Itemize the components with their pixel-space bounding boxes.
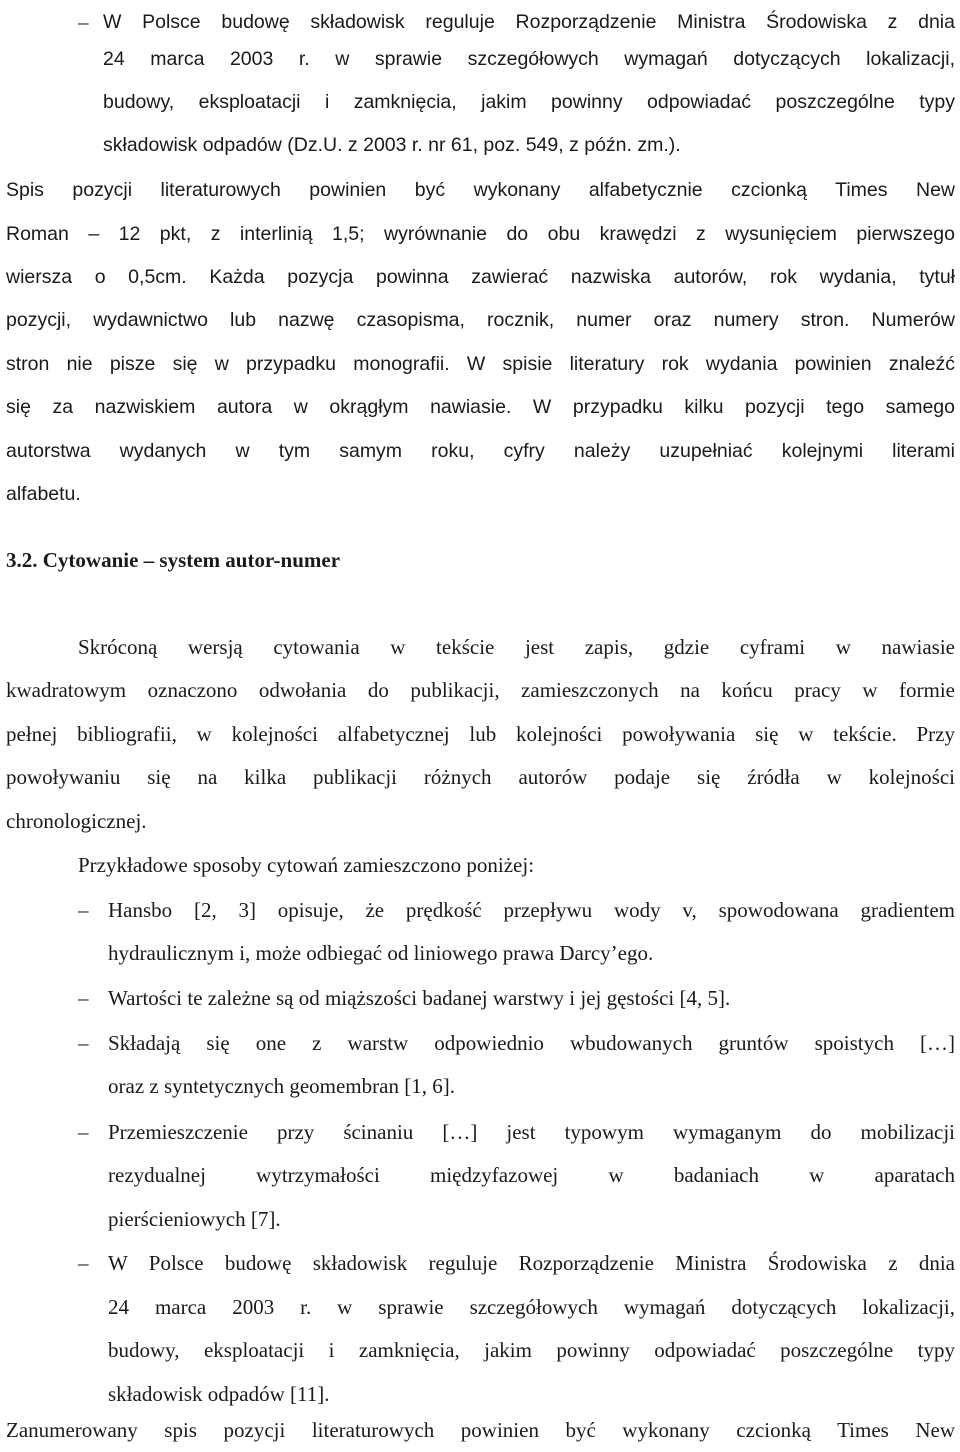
closing-line: [0, 1408, 960, 1452]
text-line: autorstwa wydanych w tym samym roku, cyfry należy uzupełniać kolejnymi literami: [6, 440, 955, 462]
bullet-line: [0, 931, 960, 975]
paragraph-line: [0, 212, 960, 256]
text-line: Roman – 12 pkt, z interlinią 1,5; wyrównanie do obu krawędzi z wysunięciem pierwszego: [6, 223, 955, 245]
text-line: pozycji, wydawnictwo lub nazwę czasopisma, rocznik, numer oraz numery stron. Numerów: [6, 309, 955, 331]
paragraph-line: [0, 342, 960, 386]
examples-intro-text: Przykładowe sposoby cytowań zamieszczono poniżej:: [78, 853, 535, 877]
bullet-dash: –: [78, 1251, 89, 1275]
text-line: Składają się one z warstw odpowiednio wbudowanych gruntów spoistych […]: [108, 1031, 955, 1055]
text-line: Skróconą wersją cytowania w tekście jest zapis, gdzie cyframi w nawiasie: [78, 635, 955, 659]
paragraph-line: [0, 755, 960, 799]
text-line: Spis pozycji literaturowych powinien być wykonany alfabetycznie czcionką Times New: [6, 179, 955, 201]
text-line: składowisk odpadów (Dz.U. z 2003 r. nr 61, poz. 549, z późn. zm.).: [103, 134, 681, 156]
paragraph-line: [0, 625, 960, 669]
text-line: pełnej bibliografii, w kolejności alfabetycznej lub kolejności powoływania się w tekście. Przy: [6, 722, 955, 746]
text-line: się za nazwiskiem autora w okrągłym nawiasie. W przypadku kilku pozycji tego samego: [6, 396, 955, 418]
section-heading: [0, 538, 960, 582]
examples-intro: [0, 843, 960, 887]
text-line: Zanumerowany spis pozycji literaturowych powinien być wykonany czcionką Times New: [6, 1418, 955, 1442]
paragraph-line: [0, 712, 960, 756]
bullet-line: [0, 80, 960, 124]
bullet-line: [0, 37, 960, 81]
paragraph-line: [0, 168, 960, 212]
text-line: 24 marca 2003 r. w sprawie szczegółowych wymagań dotyczących lokalizacji,: [103, 48, 955, 70]
paragraph-line: [0, 385, 960, 429]
text-line: powoływaniu się na kilka publikacji różnych autorów podaje się źródła w kolejności: [6, 765, 955, 789]
bullet-line: [0, 123, 960, 167]
bullet-dash: –: [78, 1120, 89, 1144]
text-line: alfabetu.: [6, 483, 81, 505]
bullet-line: [0, 1021, 960, 1065]
text-line: stron nie pisze się w przypadku monografii. W spisie literatury rok wydania powinien znaleźć: [6, 353, 955, 375]
bullet-line: [0, 1110, 960, 1154]
bullet-dash: –: [78, 986, 89, 1010]
bullet-dash: –: [78, 10, 89, 34]
bullet-line: [0, 1153, 960, 1197]
paragraph-line: [0, 472, 960, 516]
paragraph-line: [0, 298, 960, 342]
text-line: 24 marca 2003 r. w sprawie szczegółowych wymagań dotyczących lokalizacji,: [108, 1295, 955, 1319]
bullet-line: [0, 1328, 960, 1372]
bullet-dash: –: [78, 898, 89, 922]
text-line: rezydualnej wytrzymałości międzyfazowej w badaniach w aparatach: [108, 1163, 955, 1187]
text-line: składowisk odpadów [11].: [108, 1382, 330, 1406]
paragraph-line: [0, 429, 960, 473]
text-line: Wartości te zależne są od miąższości badanej warstwy i jej gęstości [4, 5].: [108, 986, 731, 1010]
paragraph-line: [0, 255, 960, 299]
text-line: Przemieszczenie przy ścinaniu […] jest typowym wymaganym do mobilizacji: [108, 1120, 955, 1144]
bullet-line: [0, 1285, 960, 1329]
text-line: hydraulicznym i, może odbiegać od liniowego prawa Darcy’ego.: [108, 941, 654, 965]
text-line: budowy, eksploatacji i zamknięcia, jakim powinny odpowiadać poszczególne typy: [103, 91, 955, 113]
section-heading-text: 3.2. Cytowanie – system autor-numer: [6, 548, 341, 572]
text-line: pierścieniowych [7].: [108, 1207, 281, 1231]
text-line: W Polsce budowę składowisk reguluje Rozporządzenie Ministra Środowiska z dnia: [108, 1251, 955, 1275]
text-line: kwadratowym oznaczono odwołania do publikacji, zamieszczonych na końcu pracy w formie: [6, 678, 955, 702]
bullet-line: [0, 1197, 960, 1241]
text-line: budowy, eksploatacji i zamknięcia, jakim powinny odpowiadać poszczególne typy: [108, 1338, 955, 1362]
bullet-line: [0, 976, 960, 1020]
text-line: wiersza o 0,5cm. Każda pozycja powinna zawierać nazwiska autorów, rok wydania, tytuł: [6, 266, 955, 288]
bullet-dash: –: [78, 1031, 89, 1055]
text-line: chronologicznej.: [6, 809, 147, 833]
paragraph-line: [0, 668, 960, 712]
text-line: W Polsce budowę składowisk reguluje Rozporządzenie Ministra Środowiska z dnia: [103, 11, 955, 33]
paragraph-line: [0, 799, 960, 843]
text-line: oraz z syntetycznych geomembran [1, 6].: [108, 1074, 455, 1098]
text-line: Hansbo [2, 3] opisuje, że prędkość przepływu wody v, spowodowana gradientem: [108, 898, 955, 922]
bullet-line: [0, 1064, 960, 1108]
bullet-line: [0, 1241, 960, 1285]
bullet-line: [0, 888, 960, 932]
